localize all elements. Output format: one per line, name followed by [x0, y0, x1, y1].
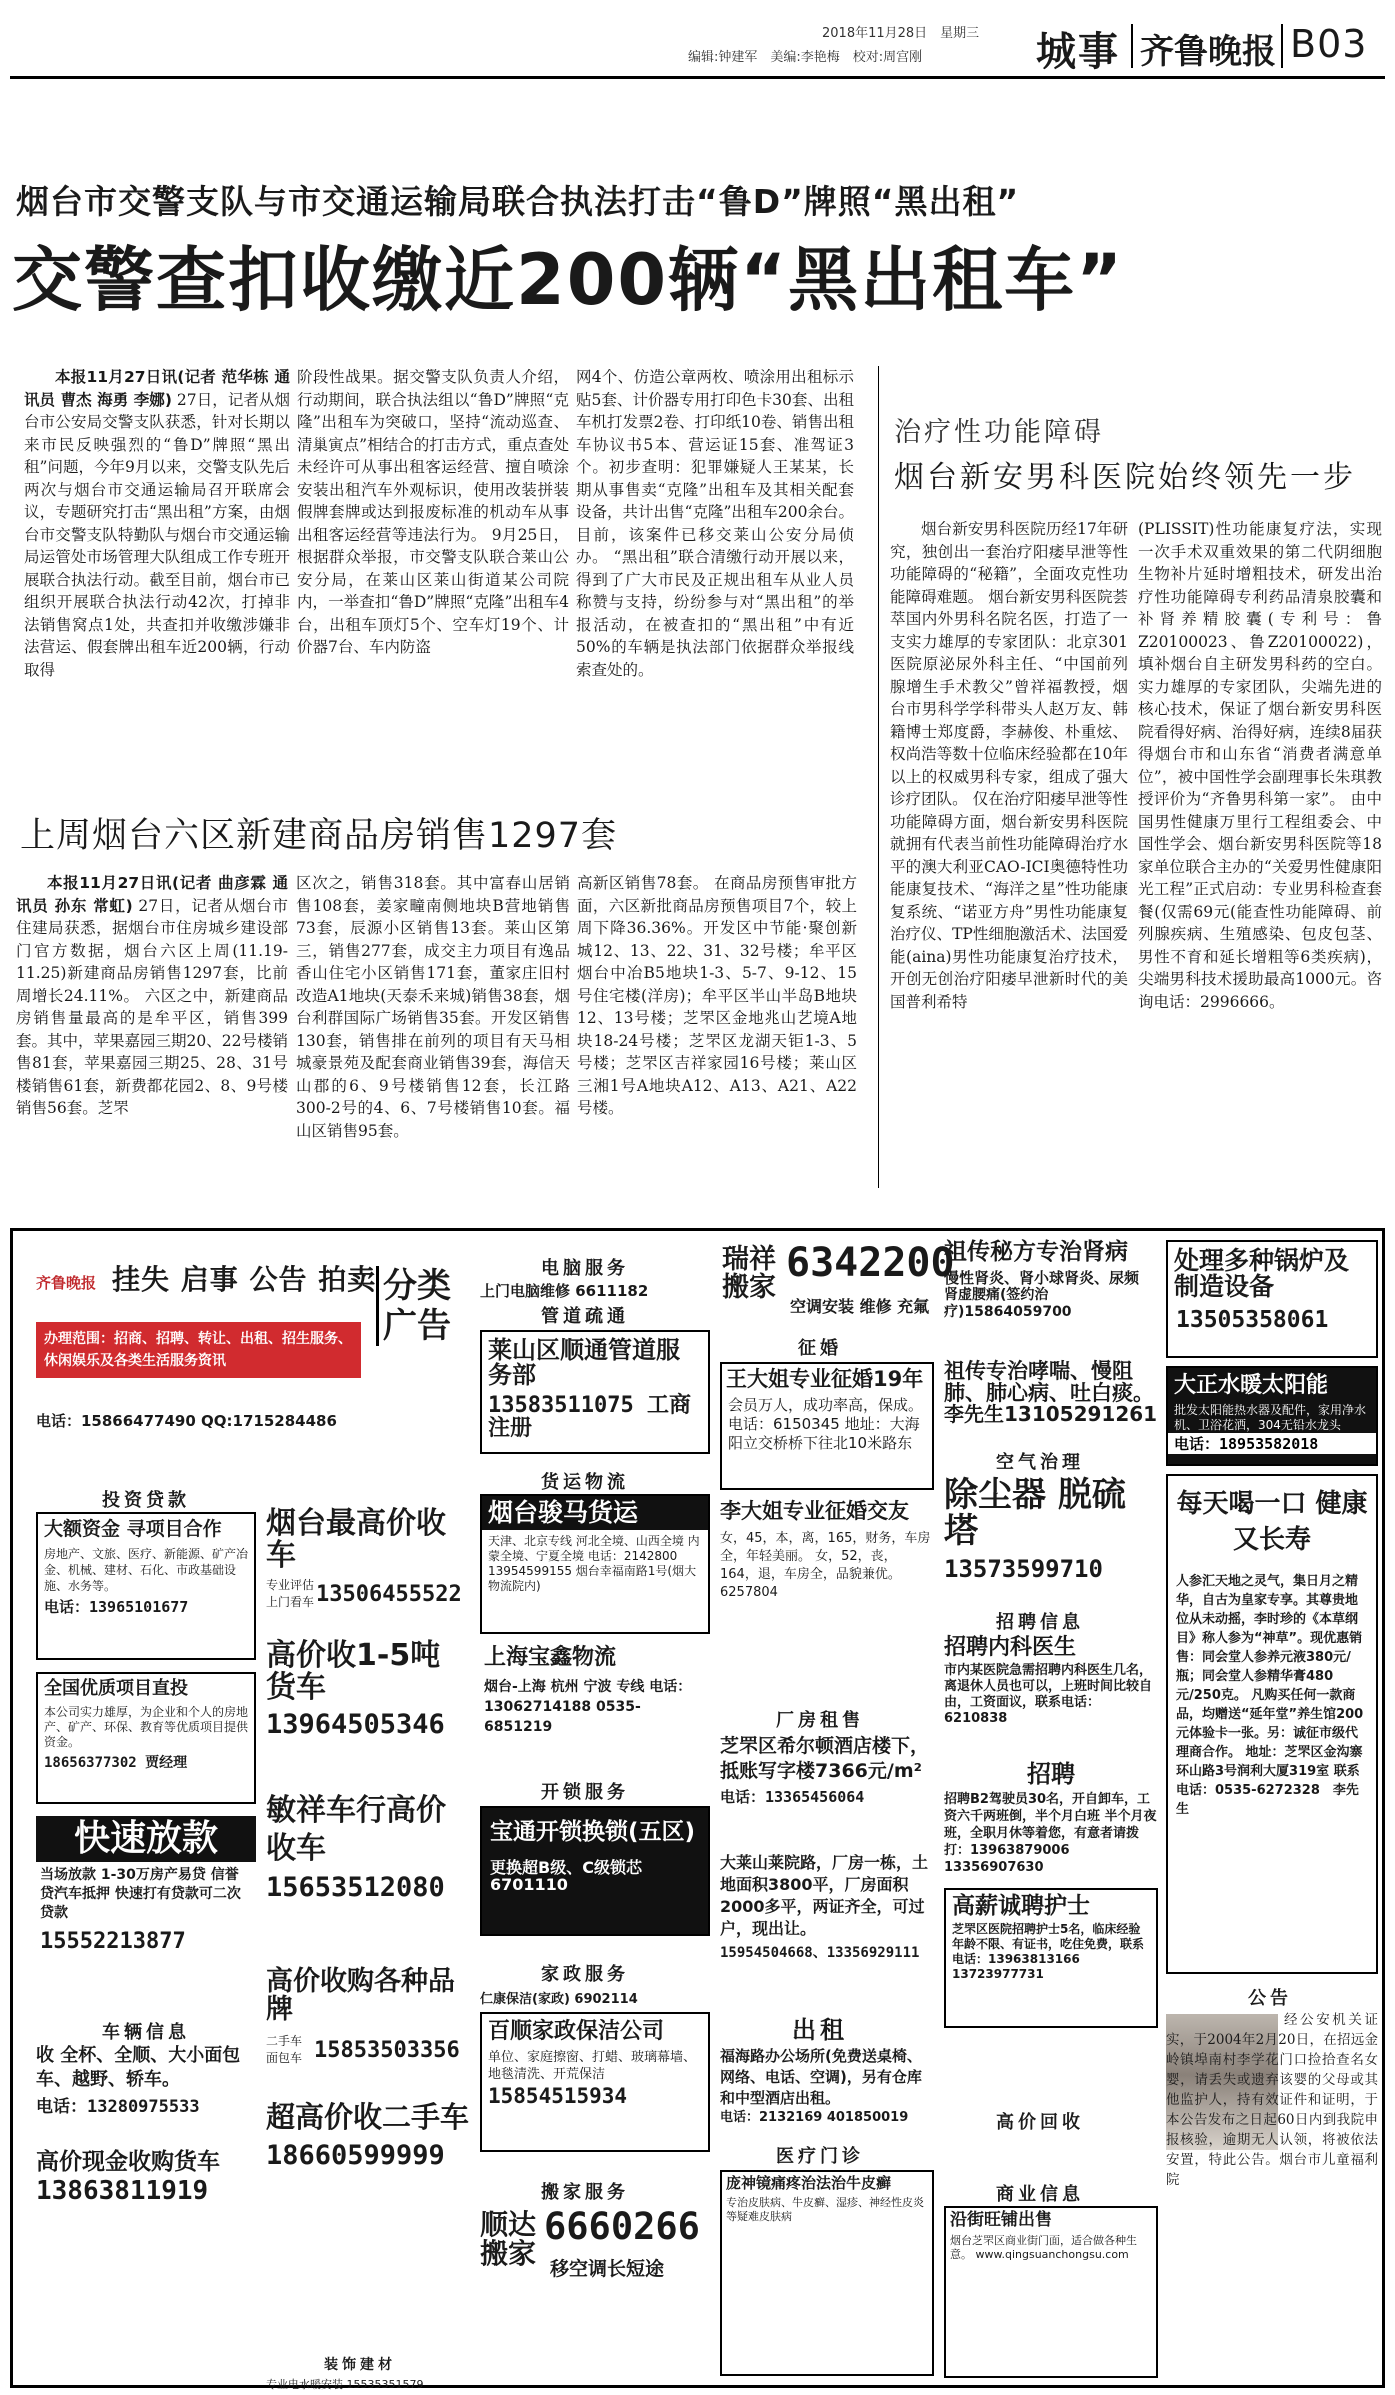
- main-text-2: 阶段性战果。据交警支队负责人介绍，行动期间，联合执法组以“鲁D”牌照“克隆”出租车为突破口，坚持“流动巡查、清巢寅点”相结合的打击方式，重点查处未经许可从事出租客运经营、擅自喷涂安装出租汽车外观标识，使用改装拼装假牌套牌或达到报废标准的机动车从事出租客运经营等违法行为。 9月25日，根据群众举报，市交警支队联合莱山公安分局，在莱山区莱山街道某公司院内，一举查扣“鲁D”牌照“克隆”出租车4台，出租车顶灯5个、空车灯19个、计价器7台、车内防盗: [297, 368, 569, 656]
- ad-pipe-service: [480, 1330, 710, 1454]
- cat-notice: 公告: [1248, 1988, 1292, 2009]
- ad-lock-body: 更换超B级、C级锁芯6701110: [490, 1858, 642, 1894]
- ad-psoriasis-body: 专治皮肤病、牛皮癣、湿疹、神经性皮炎等疑难皮肤病: [726, 2195, 924, 2223]
- story2-dateline: 本报11月27日讯(记者 曲彦霖 通讯员 孙东 常虹): [16, 874, 288, 915]
- section-title: 城事: [1036, 29, 1120, 75]
- ad-cash-trucks: [36, 2150, 256, 2256]
- story3-col-2: [1138, 518, 1382, 1013]
- ad-baoxin-body: 烟台-上海 杭州 宁波 专线 电话：13062714188 0535-6851219: [484, 1679, 692, 1736]
- ad-plumbing-title: 专业电水暖安装: [266, 2378, 343, 2391]
- ad-li-title: 李大姐专业征婚交友: [720, 1499, 909, 1523]
- ad-solar-title: 大正水暖太阳能: [1174, 1373, 1329, 1398]
- story2-col-1: [16, 872, 288, 1120]
- main-col-3: [576, 366, 854, 681]
- ad-projects-body: 本公司实力雄厚，为企业和个人的房地产、矿产、环保、教育等优质项目提供资金。: [44, 1704, 249, 1749]
- ad-brand-sub: 二手车 面包车: [266, 2033, 303, 2065]
- cat-invest: 投资贷款: [102, 1490, 190, 1511]
- ad-solar-body: 批发太阳能热水器及配件，家用净水机、卫浴花洒，304无铅水龙头: [1174, 1403, 1367, 1433]
- ad-kidney-phone: 肾虚腰痛(签约治疗)15864059700: [944, 1287, 1072, 1321]
- ad-baotong-lock: [480, 1806, 710, 1936]
- ad-factory-rent: [720, 1852, 934, 2000]
- ad-ginseng-title: 每天喝一口 健康又长寿: [1176, 1489, 1368, 1555]
- cat-lease: 出租: [792, 2015, 848, 2044]
- ad-asthma-title: 祖传专治哮喘、慢阻肺、肺心病、吐白痰。: [944, 1359, 1154, 1406]
- ad-topcar-title: 烟台最高价收车: [266, 1506, 446, 1573]
- ad-nurse-body: 芝罘区医院招聘护士5名，临床经验年龄不限、有证书，吃住免费，联系电话：13963813166 13723977731: [952, 1922, 1145, 1982]
- classified-banner: [36, 1246, 456, 1458]
- header-divider: [1131, 24, 1133, 68]
- cat-air: 空气治理: [996, 1452, 1084, 1473]
- ad-nurse-title: 高薪诚聘护士: [952, 1893, 1090, 1919]
- ad-plumbing: [266, 2376, 423, 2392]
- ad-pipe-title: 莱山区顺通管道服务部: [488, 1336, 680, 1390]
- ad-shunda-phone: 6660266: [544, 2205, 700, 2248]
- ad-baishun-body: 单位、家庭擦窗、打蜡、玻璃幕墙、地毯清洗、开荒保洁: [488, 2050, 697, 2083]
- ad-fuhai-title: 福海路办公场所(免费送桌椅、网络、电话、空调)，另有仓库和中型酒店出租。: [720, 2047, 922, 2107]
- ad-ginseng: [1166, 1474, 1378, 1974]
- ad-baishun-clean: [480, 2012, 710, 2152]
- ad-usedcar-title: 超高价收二手车: [266, 2100, 470, 2134]
- header-rule: [10, 76, 1385, 79]
- ad-shop-title: 沿街旺铺出售: [950, 2210, 1052, 2230]
- ad-top-price-car: [266, 1508, 470, 1620]
- ad-nurse-recruit: [944, 1888, 1158, 2028]
- ad-driver-body: 招聘B2驾驶员30名，开自卸车，工资六千两班倒，半个月白班 半个月夜班，全职月休等着您，有意者请拨打：13963879006 13356907630: [944, 1792, 1157, 1876]
- banner-scope: 办理范围：招商、招聘、转让、出租、招生服务、休闲娱乐及各类生活服务资讯: [36, 1322, 361, 1378]
- ad-used-car: [266, 2102, 470, 2202]
- ad-collect-title: 收 全杯、全顺、大小面包车、越野、轿车。: [36, 2045, 241, 2090]
- ad-solar: [1166, 1366, 1378, 1466]
- ad-hilton-title: 芝罘区希尔顿酒店楼下，抵账写字楼7366元/m²: [720, 1735, 930, 1782]
- ad-truck-buy: [266, 1640, 470, 1776]
- ad-boiler-title: 处理多种锅炉及制造设备: [1174, 1246, 1350, 1302]
- story2-text-2: 区次之，销售318套。其中富春山居销售108套，姜家疃南侧地块B营地销售73套，辰源小区销售13套。莱山区第三，销售277套，成交主力项目有逸品香山住宅小区销售171套，董家庄旧村改造A1地块(天泰禾来城)销售38套，烟台利群国际广场销售35套。开发区销售130套，销售排在前列的项目有天马相城豪景苑及配套商业销售39套，海信天山郡的6、9号楼销售12套，长江路300-2号的4、6、7号楼销售10套。福山区销售95套。: [296, 874, 570, 1140]
- ad-lock-title: 宝通开锁换锁(五区): [490, 1819, 696, 1845]
- cat-computer-sub: 上门电脑维修 6611182: [480, 1282, 649, 1300]
- ad-usedcar-phone: 18660599999: [266, 2140, 445, 2172]
- ad-topcar-sub: 专业评估 上门看车: [266, 1578, 315, 1609]
- story2-headline: 上周烟台六区新建商品房销售1297套: [20, 816, 618, 856]
- ad-topcar-phone: 13506455522: [316, 1582, 462, 1607]
- banner-title: 挂失 启事 公告 拍卖: [112, 1263, 377, 1296]
- cat-computer: 电脑服务: [541, 1258, 629, 1279]
- ad-dust-title: 除尘器 脱硫塔: [944, 1475, 1126, 1551]
- ad-loan-title: 快速放款: [36, 1816, 256, 1862]
- ad-li-marriage: [720, 1496, 934, 1646]
- issue-date: 2018年11月28日 星期三: [822, 26, 980, 41]
- ad-brand-phone: 15853503356: [314, 2037, 460, 2063]
- cat-marriage: 征婚: [798, 1338, 842, 1359]
- ad-junma-body: 天津、北京专线 河北全境、山西全境 内蒙全境、宁夏全境 电话：2142800 13954599155 烟台幸福南路1号(烟大物流院内): [488, 1534, 700, 1594]
- ad-ruixiang-sub: 空调安装 维修 充氟: [790, 1297, 930, 1316]
- cat-biz: 商业信息: [996, 2184, 1084, 2205]
- ad-renkang-title: 仁康保洁(家政): [480, 1992, 570, 2007]
- ad-shop-body: 烟台芝罘区商业街门面，适合做各种生意。 www.qingsuanchongsu.com: [950, 2233, 1137, 2261]
- ad-factory-phone: 15954504668、13356929111: [720, 1945, 920, 1961]
- newspaper-logo: 齐鲁晚报: [1140, 32, 1276, 72]
- ad-ruixiang-phone: 6342200: [786, 1240, 955, 1286]
- ad-plumbing-phone: 15535351579: [346, 2378, 424, 2391]
- ad-hilton-office: [720, 1734, 934, 1842]
- ad-baoxin-title: 上海宝鑫物流: [484, 1645, 617, 1670]
- story2-text-1: 27日，记者从烟台市住建局获悉，据烟台市住房城乡建设部门官方数据，烟台六区上周(11.19-11.25)新建商品房销售1297套，比前周增长24.11%。 六区之中，新建商品房销售量最高的是牟平区，销售399套。其中，苹果嘉园三期20、22号楼销售81套，苹果嘉园三期25、28、31号楼销售61套，新费都花园2、8、9号楼销售56套。芝罘: [16, 896, 288, 1117]
- ad-psoriasis-clinic: [720, 2170, 934, 2376]
- ad-renkang-clean: [480, 1988, 638, 2007]
- ad-renkang-phone: 6902114: [574, 1992, 638, 2007]
- ad-wang-title: 王大姐专业征婚19年: [726, 1367, 924, 1391]
- ad-wang-body: 会员万人，成功率高，保成。电话：6150345 地址：大海阳立交桥桥下往北10米路东: [728, 1396, 924, 1453]
- ad-factory-title: 大莱山莱院路，厂房一栋，土地面积3800平，厂房面积2000多平，两证齐全，可过户，现出让。: [720, 1853, 929, 1938]
- ad-cashtruck-phone: 13863811919: [36, 2176, 209, 2207]
- banner-logo: 齐鲁晚报: [36, 1274, 97, 1292]
- editor-credits: 编辑:钟建军 美编:李艳梅 校对:周宫刚: [688, 50, 923, 65]
- ad-minxiang-cars: [266, 1792, 470, 1952]
- ad-projects-title: 全国优质项目直投: [44, 1678, 188, 1699]
- ad-hilton-phone: 电话：13365456064: [720, 1788, 865, 1806]
- ad-truck-phone: 13964505346: [266, 1709, 445, 1740]
- ad-kidney-sub: 慢性肾炎、肾小球肾炎、尿频: [944, 1269, 1140, 1288]
- notice-body: 经公安机关证实，于2004年2月20日，在招远金岭镇埠南村李学花门口捡拾查名女婴，请丢失或遗弃该婴的父母或其他监护人，持有效证件和证明，于本公告发布之日起60日内到我院申报核验，逾期无人认领，将被依法安置，特此公告。烟台市儿童福利院: [1166, 2012, 1378, 2188]
- ad-driver-recruit: [944, 1762, 1158, 1878]
- ad-shunda-title: 顺达搬家: [480, 2208, 537, 2271]
- ad-baishun-phone: 15854515934: [488, 2084, 628, 2109]
- ad-psoriasis-title: 庞神镜痛疼治法治牛皮癣: [726, 2174, 892, 2192]
- ad-public-notice: [1166, 2010, 1378, 2380]
- ad-kidney-title: 祖传秘方专治肾病: [944, 1239, 1128, 1265]
- ad-truck-title: 高价收1-5吨货车: [266, 1638, 441, 1705]
- ad-capital-phone: 电话：13965101677: [44, 1597, 189, 1616]
- story2-col-2: [296, 872, 570, 1142]
- ad-fuhai-phone: 电话：2132169 401850019: [720, 2110, 909, 2125]
- ad-minxiang-phone: 15653512080: [266, 1872, 445, 1903]
- ad-capital-body: 房地产、文旅、医疗、新能源、矿产冶金、机械、建材、石化、市政基础设施、水务等。: [44, 1546, 249, 1593]
- ad-brand-title: 高价收购各种品牌: [266, 1966, 455, 2026]
- ad-minxiang-title: 敏祥车行高价收车: [266, 1793, 446, 1866]
- cat-house: 家政服务: [541, 1964, 629, 1985]
- cat-vehicle: 车辆信息: [102, 2022, 190, 2043]
- ad-projects-phone: 18656377302 贾经理: [44, 1754, 188, 1771]
- ad-li-body: 女，45，本，离，165，财务，车房全，年轻美丽。 女，52，丧，164，退，车房全，品貌兼优。 6257804: [720, 1531, 931, 1601]
- story3-col-1: [890, 518, 1128, 1013]
- ad-shop-sale: [944, 2206, 1158, 2378]
- ad-baoxin-logistics: [480, 1642, 710, 1774]
- ad-physician-body: 市内某医院急需招聘内科医生几名，离退休人员也可以，上班时间比较自由，工资面议，联系电话：6210838: [944, 1663, 1153, 1727]
- ad-asthma-phone: 李先生13105291261: [944, 1402, 1158, 1427]
- ad-fast-loan: [36, 1816, 256, 2006]
- banner-stamp: 分类广告: [376, 1266, 455, 1346]
- ad-ginseng-body: 人参汇天地之灵气，集日月之精华，自古为皇家专享。其尊贵地位从未动摇，李时珍的《本草纲目》称人参为“神草”。现优惠销售：同会堂人参养元液380元/瓶；同会堂人参精华膏480元/250克。 凡购买任何一款商品，均赠送“延年堂”养生馆200元体验卡一张。另：诚征市级代理商合作。 地址：芝罘区金沟寨环山路3号润利大厦319室 联系电话：0535-6272328 李先生: [1176, 1574, 1364, 1817]
- ad-collect-phone: 电话：13280975533: [36, 2097, 200, 2117]
- ad-dust-collector: [944, 1475, 1158, 1598]
- cat-cargo: 货运物流: [541, 1472, 629, 1493]
- ad-brand-cars: [266, 1968, 470, 2088]
- cat-rent: 厂房租售: [776, 1710, 864, 1731]
- main-col-2: [297, 366, 569, 659]
- ad-ruixiang-title: 瑞祥搬家: [722, 1244, 776, 1304]
- banner-contact: 电话：15866477490 QQ:1715284486: [36, 1412, 337, 1430]
- ad-vehicle-collect: [36, 2044, 256, 2148]
- main-headline: 交警查扣收缴近200辆“黑出租车”: [12, 239, 1125, 321]
- ad-pipe-phone: 13583511075 工商注册: [488, 1393, 691, 1442]
- ad-kidney: [944, 1240, 1158, 1352]
- ad-loan-body: 当场放款 1-30万房产易贷 信誉贷汽车抵押 快速打有贷款可二次贷款: [40, 1866, 241, 1921]
- ad-loan-phone: 15552213877: [40, 1928, 186, 1954]
- main-kicker: 烟台市交警支队与市交通运输局联合执法打击“鲁D”牌照“黑出租”: [16, 182, 1020, 221]
- ad-fuhai-office: [720, 2046, 934, 2142]
- ad-dust-phone: 13573599710: [944, 1555, 1103, 1584]
- cat-moving: 搬家服务: [541, 2182, 629, 2203]
- ad-wang-marriage: [720, 1362, 934, 1490]
- ad-physician-title: 招聘内科医生: [944, 1635, 1077, 1660]
- story3-text-1: 烟台新安男科医院历经17年研究，独创出一套治疗阳痿早泄等性功能障碍的“秘籍”，全面攻克性功能障碍难题。 烟台新安男科医院荟萃国内外男科名院名医，打造了一支实力雄厚的专家团队：北京301医院原泌尿外科主任、“中国前列腺增生手术教父”曾祥福教授，烟台市男科学学科带头人赵万友、韩籍博士郑度爵，李赫俊、朴重炫、权尚浩等数十位临床经验都在10年以上的权威男科专家，组成了强大诊疗团队。 仅在治疗阳痿早泄等性功能障碍方面，烟台新安男科医院就拥有代表当前性功能障碍治疗水平的澳大利亚CAO-ICI奥德特性功能康复技术、“海洋之星”性功能康复系统、“诺亚方舟”男性功能康复治疗仪、TP性细胞激活术、法国爱能(aina)男性功能康复治疗技术，开创无创治疗阳痿早泄新时代的美国普利希特: [890, 520, 1128, 1011]
- main-dateline: 本报11月27日讯(记者 范华栋 通讯员 曹杰 海勇 李娜): [24, 368, 290, 409]
- ad-boiler-phone: 13505358061: [1176, 1306, 1329, 1333]
- ad-driver-title: 招聘: [1027, 1760, 1075, 1788]
- ad-asthma: [944, 1360, 1158, 1444]
- cat-decor: 装饰建材: [324, 2357, 396, 2373]
- story3-text-2: (PLISSIT)性功能康复疗法，实现一次手术双重效果的第二代阴细胞生物补片延时增粗技术，研发出治疗性功能障碍专利药品清泉胶囊和补肾养精胶囊(专利号：鲁Z20100023、鲁Z20100022)，填补烟台自主研发男科药的空白。 实力雄厚的专家团队，尖端先进的核心技术，保证了烟台新安男科医院看得好病、治得好病，连续8届获得烟台市和山东省“消费者满意单位”，被中国性学会副理事长朱琪教授评价为“齐鲁男科第一家”。 由中国男性健康万里行工程组委会、中国性学会、烟台新安男科医院等18家单位联合主办的“关爱男性健康阳光工程”正式启动：专业男科检查套餐(仅需69元(能查性功能障碍、前列腺疾病、生殖感染、包皮包茎、男性不育和延长增粗等6类疾病)，尖端男科技术援助最高1000元。咨询电话：2996666。: [1138, 520, 1382, 1011]
- ad-boiler: [1166, 1240, 1378, 1358]
- story3-kicker: 治疗性功能障碍: [894, 417, 1104, 448]
- story3-divider: [878, 366, 879, 1188]
- cat-recycle: 高价回收: [996, 2112, 1084, 2133]
- page-number: B03: [1290, 22, 1368, 66]
- ad-cashtruck-title: 高价现金收购货车: [36, 2149, 220, 2175]
- ad-ruixiang-moving: [720, 1240, 955, 1326]
- cat-clinic: 医疗门诊: [776, 2146, 864, 2167]
- cat-recruit: 招聘信息: [996, 1612, 1084, 1633]
- story3-headline: 烟台新安男科医院始终领先一步: [894, 460, 1356, 495]
- ad-junma-title: 烟台骏马货运: [482, 1496, 708, 1530]
- header-divider-2: [1281, 24, 1283, 68]
- cat-unlock: 开锁服务: [541, 1782, 629, 1803]
- ad-large-capital: [36, 1512, 256, 1660]
- story2-col-3: [577, 872, 857, 1120]
- cat-pipe: 管道疏通: [541, 1306, 629, 1327]
- ad-solar-phone: 电话：18953582018: [1168, 1433, 1376, 1454]
- ad-national-projects: [36, 1672, 256, 1804]
- ad-capital-title: 大额资金 寻项目合作: [44, 1518, 222, 1540]
- story2-text-3: 高新区销售78套。 在商品房预售审批方面，六区新批商品房预售项目7个，较上周下降36.36%。开发区中节能·聚创新城12、13、22、31、32号楼；牟平区烟台中冶B5地块1-3、5-7、9-12、15号住宅楼(洋房)；牟平区半山半岛B地块12、13号楼；芝罘区金地兆山艺境A地块18-24号楼；芝罘区龙湖天钜1-3、5号楼；芝罘区吉祥家园16号楼；莱山区三湘1号A地块A12、A13、A21、A22号楼。: [577, 874, 857, 1117]
- ad-junma-cargo: [480, 1494, 710, 1634]
- main-col-1: [24, 366, 290, 681]
- main-text-3: 网4个、仿造公章两枚、喷涂用出租标示贴5套、计价器专用打印色卡30套、出租车机打发票2卷、打印纸10卷、销售出租车协议书5本、营运证15套、准驾证3个。初步查明：犯罪嫌疑人王某某，长期从事售卖“克隆”出租车及其相关配套设备，共计出售“克隆”出租车200余台。目前，该案件已移交莱山公安分局侦办。 “黑出租”联合清缴行动开展以来，得到了广大市民及正规出租车从业人员称赞与支持，纷纷参与对“黑出租”的举报活动，在被查扣的“黑出租”中有近50%的车辆是执法部门依据群众举报线索查处的。: [576, 368, 854, 679]
- ad-baishun-title: 百顺家政保洁公司: [488, 2019, 665, 2044]
- main-text-1: 27日，记者从烟台市公安局交警支队获悉，针对长期以来市民反映强烈的“鲁D”牌照“黑出租”问题，今年9月以来，交警支队先后两次与烟台市交通运输局召开联席会议，专题研究打击“黑出租”方案，由烟台市交警支队特勤队与烟台市交通运输局运管处市场管理大队组成工作专班开展联合执法行动。截至目前，烟台市已组织开展联合执法行动42次，打掉非法销售窝点1处，共查扣并收缴涉嫌非法营运、假套牌出租车近200辆，行动取得: [24, 390, 290, 679]
- ad-shunda-moving: [480, 2205, 710, 2328]
- ad-shunda-sub: 移空调长短途: [550, 2258, 665, 2280]
- ad-physician-recruit: [944, 1636, 1158, 1754]
